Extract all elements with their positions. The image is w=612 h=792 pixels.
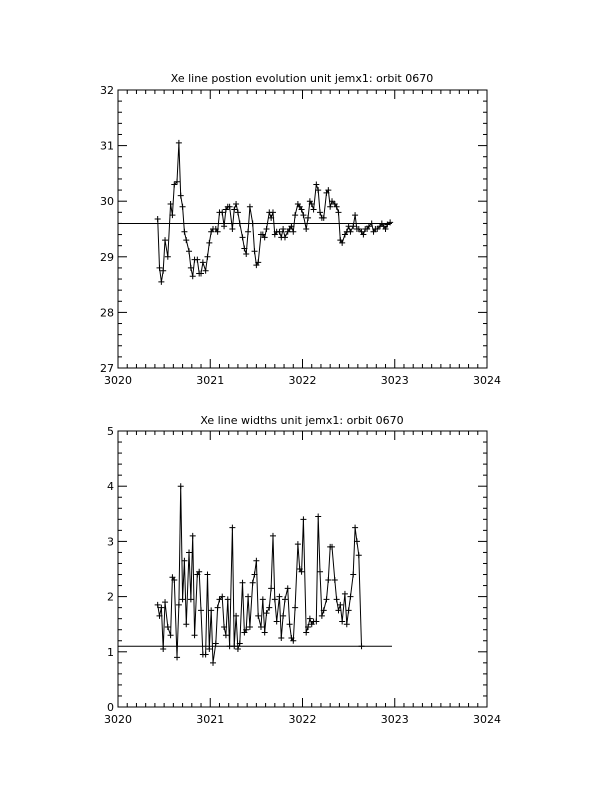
- data-point: [245, 229, 251, 235]
- data-point: [282, 234, 288, 240]
- x-tick-label: 3020: [104, 374, 132, 387]
- data-point: [240, 580, 246, 586]
- data-point: [270, 209, 276, 215]
- data-point: [253, 558, 259, 564]
- data-point: [268, 585, 274, 591]
- data-point: [157, 265, 163, 271]
- x-tick-label: 3024: [473, 374, 501, 387]
- data-point: [260, 596, 266, 602]
- data-point: [342, 591, 348, 597]
- y-tick-label: 32: [100, 84, 114, 97]
- y-tick-label: 27: [100, 362, 114, 375]
- data-point: [233, 201, 239, 207]
- data-point: [313, 618, 319, 624]
- data-point: [303, 629, 309, 635]
- width-chart: [104, 414, 501, 726]
- data-point: [307, 616, 313, 622]
- data-point: [219, 209, 225, 215]
- data-point: [339, 618, 345, 624]
- y-tick-label: 30: [100, 195, 114, 209]
- data-point: [183, 237, 189, 243]
- data-point: [186, 549, 192, 555]
- data-point: [203, 268, 209, 274]
- data-point: [165, 254, 171, 260]
- series-line: [158, 486, 362, 663]
- x-tick-label: 3020: [104, 713, 132, 726]
- data-point: [280, 613, 286, 619]
- data-point: [206, 646, 212, 652]
- data-point: [206, 240, 212, 246]
- data-point: [162, 237, 168, 243]
- data-point: [347, 594, 353, 600]
- data-point: [221, 223, 227, 229]
- data-point: [266, 605, 272, 611]
- data-point: [323, 596, 329, 602]
- chart-title: Xe line postion evolution unit jemx1: orbit 0670: [170, 72, 434, 85]
- x-tick-label: 3021: [196, 713, 225, 726]
- y-tick-label: 5: [107, 425, 114, 438]
- data-point: [264, 610, 270, 616]
- data-point: [311, 207, 317, 213]
- data-point: [180, 204, 186, 210]
- y-tick-label: 0: [107, 701, 114, 714]
- data-point: [178, 193, 184, 199]
- data-point: [350, 223, 356, 229]
- data-point: [190, 533, 196, 539]
- x-tick-label: 3022: [288, 713, 317, 726]
- data-point: [344, 621, 350, 627]
- data-point: [225, 596, 231, 602]
- data-point: [295, 541, 301, 547]
- x-tick-label: 3024: [473, 713, 501, 726]
- data-point: [300, 212, 306, 218]
- data-point: [315, 514, 321, 520]
- data-point: [181, 229, 187, 235]
- data-point: [237, 220, 243, 226]
- data-point: [158, 605, 164, 611]
- data-point: [176, 602, 182, 608]
- data-point: [327, 204, 333, 210]
- data-point: [245, 594, 251, 600]
- data-point: [272, 596, 278, 602]
- data-point: [247, 204, 253, 210]
- data-point: [204, 254, 210, 260]
- data-point: [292, 212, 298, 218]
- data-point: [285, 585, 291, 591]
- x-tick-label: 3021: [196, 374, 225, 387]
- data-point: [255, 613, 261, 619]
- data-point: [198, 607, 204, 613]
- data-point: [276, 594, 282, 600]
- data-point: [300, 516, 306, 522]
- data-point: [292, 605, 298, 611]
- data-point: [186, 248, 192, 254]
- data-point: [155, 216, 161, 222]
- data-point: [208, 607, 214, 613]
- data-point: [250, 580, 256, 586]
- data-point: [347, 229, 353, 235]
- data-point: [155, 602, 161, 608]
- data-point: [194, 257, 200, 263]
- data-point: [183, 621, 189, 627]
- data-point: [188, 596, 194, 602]
- position-chart: [100, 72, 501, 387]
- data-point: [174, 654, 180, 660]
- data-point: [158, 279, 164, 285]
- data-point: [160, 646, 166, 652]
- data-point: [200, 259, 206, 265]
- data-point: [192, 632, 198, 638]
- y-tick-label: 1: [107, 645, 114, 659]
- x-tick-label: 3022: [288, 374, 317, 387]
- data-point: [258, 624, 264, 630]
- plot-marks: [118, 483, 392, 666]
- axes: [100, 84, 501, 387]
- data-point: [204, 572, 210, 578]
- data-point: [229, 525, 235, 531]
- data-point: [250, 220, 256, 226]
- data-point: [190, 273, 196, 279]
- data-point: [325, 577, 331, 583]
- y-tick-label: 28: [100, 306, 114, 320]
- data-point: [203, 652, 209, 658]
- data-point: [162, 599, 168, 605]
- data-point: [282, 596, 288, 602]
- plot-marks: [118, 140, 393, 285]
- data-point: [274, 618, 280, 624]
- data-point: [290, 229, 296, 235]
- data-point: [359, 643, 365, 649]
- data-point: [264, 226, 270, 232]
- data-point: [213, 641, 219, 647]
- data-point: [313, 182, 319, 188]
- data-point: [335, 209, 341, 215]
- data-point: [160, 268, 166, 274]
- data-point: [178, 483, 184, 489]
- data-point: [231, 643, 237, 649]
- data-point: [165, 624, 171, 630]
- data-point: [352, 525, 358, 531]
- axes: [104, 425, 501, 726]
- data-point: [247, 624, 253, 630]
- data-point: [319, 613, 325, 619]
- data-point: [235, 646, 241, 652]
- data-point: [287, 621, 293, 627]
- data-point: [252, 248, 258, 254]
- plot-frame: [118, 90, 487, 368]
- data-point: [334, 596, 340, 602]
- data-point: [317, 209, 323, 215]
- data-point: [223, 632, 229, 638]
- data-point: [317, 569, 323, 575]
- x-tick-label: 3023: [380, 374, 409, 387]
- y-tick-label: 29: [100, 250, 114, 264]
- data-point: [235, 209, 241, 215]
- data-point: [278, 635, 284, 641]
- data-point: [210, 660, 216, 666]
- data-point: [332, 577, 338, 583]
- data-point: [262, 629, 268, 635]
- x-tick-label: 3023: [380, 713, 409, 726]
- data-point: [229, 226, 235, 232]
- data-point: [168, 632, 174, 638]
- data-point: [303, 226, 309, 232]
- data-point: [240, 234, 246, 240]
- data-point: [352, 212, 358, 218]
- y-tick-label: 31: [100, 139, 114, 153]
- data-point: [243, 251, 249, 257]
- y-tick-label: 4: [107, 480, 114, 494]
- data-point: [280, 226, 286, 232]
- y-tick-label: 2: [107, 590, 114, 604]
- data-point: [356, 552, 362, 558]
- data-point: [180, 596, 186, 602]
- chart-title: Xe line widths unit jemx1: orbit 0670: [200, 414, 404, 427]
- data-point: [176, 140, 182, 146]
- data-point: [305, 215, 311, 221]
- data-point: [350, 572, 356, 578]
- data-point: [215, 605, 221, 611]
- y-tick-label: 3: [107, 535, 114, 549]
- data-point: [270, 533, 276, 539]
